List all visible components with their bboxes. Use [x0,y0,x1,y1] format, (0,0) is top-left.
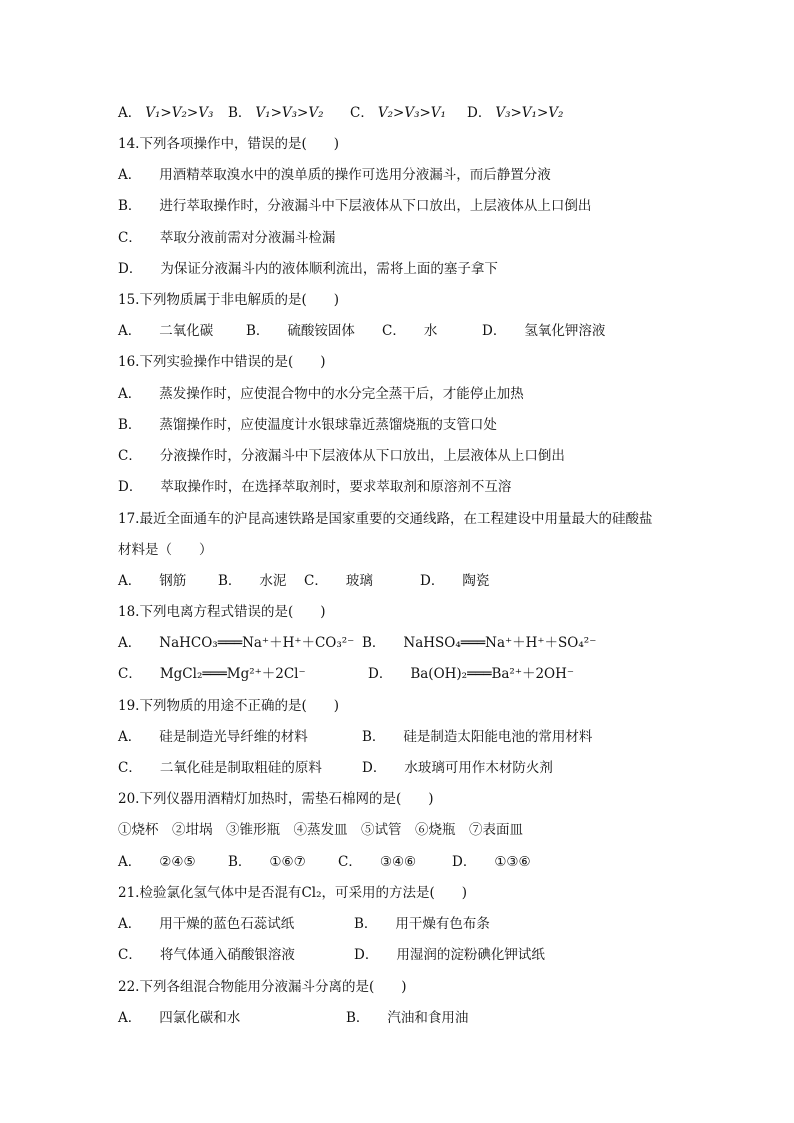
option-label: D． [118,479,143,495]
option-label: C． [118,760,142,776]
answer-option [118,259,498,279]
option-text: NaHCO₃═══Na⁺＋H⁺＋CO₃²⁻ [159,635,355,651]
option-text: 用湿润的淀粉碘化钾试纸 [396,947,545,963]
option-label: B． [118,198,142,214]
option-text: V₁>V₂>V₃ [145,105,214,121]
question-text: 材料是（ ） [118,542,213,558]
option-text: V₁>V₃>V₂ [255,105,324,121]
option-label: B． [362,729,386,745]
answer-option [362,758,553,778]
option-text: 二氧化硅是制取粗硅的原料 [159,760,322,776]
option-text: 水玻璃可用作木材防火剂 [404,760,553,776]
question-line [118,696,339,716]
question-line [118,290,339,310]
question-text: 15.下列物质属于非电解质的是( ) [118,292,340,308]
answer-option [118,103,213,123]
answer-option [362,727,592,747]
option-label: A． [118,386,142,402]
answer-option [452,852,531,872]
question-text: 19.下列物质的用途不正确的是( ) [118,698,340,714]
question-text: 16.下列实验操作中错误的是( ) [118,354,326,370]
option-label: B． [228,105,252,121]
option-label: D． [354,947,379,963]
option-text: 为保证分液漏斗内的液体顺利流出，需将上面的塞子拿下 [160,261,498,277]
answer-option [118,571,186,591]
option-text: 萃取分液前需对分液漏斗检漏 [159,230,336,246]
option-text: ①③⑥ [494,854,531,870]
option-text: Ba(OH)₂═══Ba²⁺＋2OH⁻ [410,666,575,682]
option-label: A． [118,573,142,589]
answer-option [467,103,563,123]
question-text: 18.下列电离方程式错误的是( ) [118,604,326,620]
answer-option [362,633,596,653]
question-line [118,977,407,997]
option-text: 用干燥的蓝色石蕊试纸 [159,916,295,932]
answer-option [368,664,574,684]
options-line [118,384,678,404]
answer-option [118,477,511,497]
answer-option [118,415,497,435]
option-text: 玻璃 [345,573,373,589]
option-text: V₂>V₃>V₁ [377,105,446,121]
option-label: A． [118,167,142,183]
option-text: V₃>V₁>V₂ [495,105,564,121]
options-line [118,165,678,185]
option-label: C． [350,105,374,121]
answer-option [228,103,324,123]
option-label: D． [420,573,445,589]
option-text: 硫酸铵固体 [287,323,355,339]
option-text: 将气体通入硝酸银溶液 [159,947,295,963]
option-text: 硅是制造太阳能电池的常用材料 [403,729,593,745]
option-text: 蒸发操作时，应使混合物中的水分完全蒸干后，才能停止加热 [159,386,524,402]
option-label: C． [118,947,142,963]
option-label: B． [246,323,270,339]
options-line [118,321,678,341]
answer-option [482,321,605,341]
answer-option [118,196,591,216]
options-line [118,446,678,466]
option-text: ①⑥⑦ [269,854,306,870]
options-line [118,477,678,497]
answer-option [118,633,354,653]
question-line [118,134,339,154]
answer-option [354,914,490,934]
question-line [118,602,326,622]
answer-option [354,945,545,965]
answer-option [228,852,306,872]
option-label: D． [362,760,387,776]
options-line [118,103,678,123]
answer-option [246,321,355,341]
answer-option [118,446,565,466]
option-text: 汽油和食用油 [387,1010,469,1026]
options-line [118,727,678,747]
option-label: A． [118,916,142,932]
options-line [118,259,678,279]
question-text: 14.下列各项操作中，错误的是( ) [118,136,340,152]
option-label: A． [118,1010,142,1026]
option-text: 钢筋 [159,573,187,589]
option-text: NaHSO₄═══Na⁺＋H⁺＋SO₄²⁻ [403,635,597,651]
option-text: 氢氧化钾溶液 [524,323,606,339]
question-text: 17.最近全面通车的沪昆高速铁路是国家重要的交通线路，在工程建设中用量最大的硅酸盐 [118,511,653,527]
option-label: D． [368,666,393,682]
option-text: 陶瓷 [462,573,490,589]
question-text: 21.检验氯化氢气体中是否混有Cl₂，可采用的方法是( ) [118,885,468,901]
question-line [118,509,652,529]
option-text: ③④⑥ [379,854,417,870]
options-line [118,571,678,591]
option-label: A． [118,105,142,121]
option-text: 分液操作时，分液漏斗中下层液体从下口放出，上层液体从上口倒出 [159,448,565,464]
options-line [118,1008,678,1028]
answer-option [118,914,294,934]
answer-option [346,1008,468,1028]
answer-option [350,103,446,123]
answer-option [118,228,335,248]
option-label: B． [218,573,242,589]
option-label: C． [118,230,142,246]
options-line [118,945,678,965]
options-line [118,758,678,778]
question-text: 20.下列仪器用酒精灯加热时，需垫石棉网的是( ) [118,791,434,807]
options-line [118,228,678,248]
option-label: C． [304,573,328,589]
question-text: 22.下列各组混合物能用分液漏斗分离的是( ) [118,979,407,995]
question-line [118,540,213,560]
answer-option [118,1008,240,1028]
option-text: 四氯化碳和水 [159,1010,241,1026]
option-label: C． [118,448,142,464]
option-text: 用酒精萃取溴水中的溴单质的操作可选用分液漏斗，而后静置分液 [159,167,551,183]
answer-option [118,852,196,872]
option-label: C． [382,323,406,339]
option-text: ②④⑤ [159,854,196,870]
answer-option [118,321,213,341]
options-line [118,196,678,216]
option-label: D． [467,105,492,121]
option-label: A． [118,729,142,745]
option-label: B． [354,916,378,932]
question-line [118,352,326,372]
option-text: MgCl₂═══Mg²⁺＋2Cl⁻ [159,666,306,682]
option-label: D． [118,261,143,277]
option-text: 硅是制造光导纤维的材料 [159,729,308,745]
question-line [118,820,523,840]
answer-option [218,571,286,591]
option-label: B． [362,635,386,651]
option-label: A． [118,635,142,651]
question-line [118,883,467,903]
option-text: 水泥 [259,573,287,589]
option-label: C． [118,666,142,682]
option-text: 二氧化碳 [159,323,214,339]
option-label: A． [118,323,142,339]
question-text: ①烧杯 ②坩埚 ③锥形瓶 ④蒸发皿 ⑤试管 ⑥烧瓶 ⑦表面皿 [118,822,523,838]
options-line [118,664,678,684]
answer-option [304,571,373,591]
option-text: 进行萃取操作时，分液漏斗中下层液体从下口放出，上层液体从上口倒出 [159,198,592,214]
question-line [118,789,434,809]
option-label: C． [338,854,362,870]
answer-option [118,727,308,747]
option-text: 蒸馏操作时，应使温度计水银球靠近蒸馏烧瓶的支管口处 [159,417,497,433]
answer-option [118,384,524,404]
option-label: D． [482,323,507,339]
option-text: 水 [423,323,438,339]
option-text: 萃取操作时，在选择萃取剂时，要求萃取剂和原溶剂不互溶 [160,479,512,495]
answer-option [118,165,551,185]
answer-option [338,852,416,872]
answer-option [420,571,489,591]
option-label: A． [118,854,142,870]
answer-option [118,945,295,965]
options-line [118,415,678,435]
options-line [118,914,678,934]
option-label: B． [118,417,142,433]
option-label: B． [346,1010,370,1026]
answer-option [118,758,322,778]
options-line [118,852,678,872]
options-line [118,633,678,653]
answer-option [118,664,306,684]
option-text: 用干燥有色布条 [395,916,490,932]
option-label: B． [228,854,252,870]
answer-option [382,321,437,341]
option-label: D． [452,854,477,870]
